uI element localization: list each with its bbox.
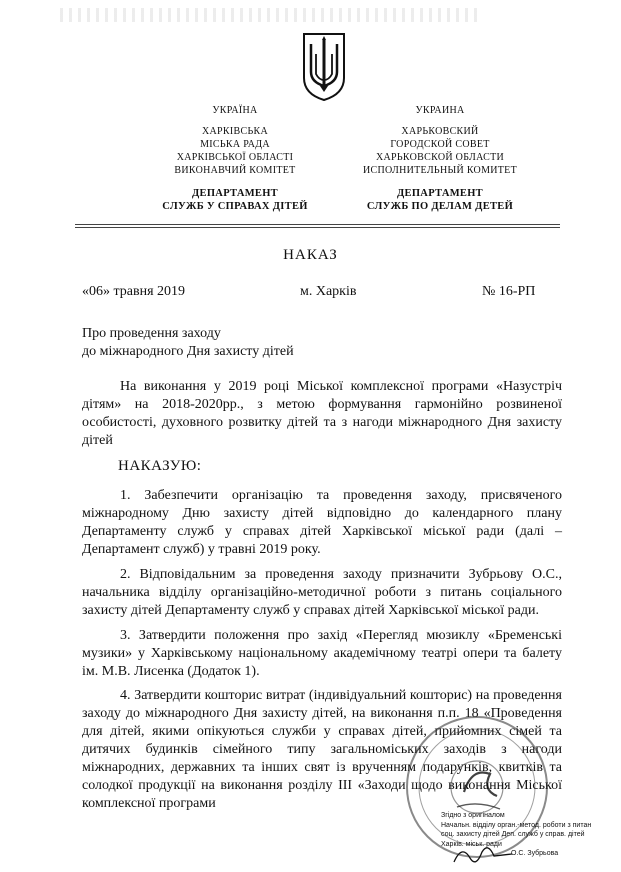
order-item-1: 1. Забезпечити організацію та проведення заходу, присвяченого міжнародному Дню захисту дітей відповідно до календарного плану Департаменту служб у справах дітей Харківської міської ради (далі – Департамент служб) у травні 2019 року.: [82, 488, 562, 557]
header-right-country: УКРАИНА: [415, 105, 465, 116]
order-date: «06» травня 2019: [82, 284, 186, 299]
subject-line: Про проведення заходу: [82, 326, 221, 341]
header-right-org-line: ГОРОДСКОЙ СОВЕТ: [390, 139, 490, 150]
scan-noise: [60, 8, 480, 22]
header-rule: [75, 224, 560, 225]
header-left-dept-line: СЛУЖБ У СПРАВАХ ДІТЕЙ: [162, 201, 308, 212]
order-number: № 16-РП: [482, 284, 536, 299]
order-subject: [82, 325, 294, 361]
order-city: м. Харків: [300, 284, 357, 299]
header-left-org-line: ХАРКІВСЬКОЇ ОБЛАСТІ: [176, 152, 294, 163]
header-left-org: [130, 125, 340, 177]
endorsement-line: Харків. міськ. ради: [441, 840, 502, 848]
header-left-country: УКРАЇНА: [212, 105, 258, 116]
header-left-org-line: МІСЬКА РАДА: [200, 139, 270, 150]
endorsement-line: Згідно з оригіналом: [441, 812, 505, 819]
header-right-dept-line: ДЕПАРТАМЕНТ: [397, 188, 483, 199]
header-right-org: [340, 125, 540, 177]
handwritten-signature: [452, 842, 522, 868]
header-left-org-line: ХАРКІВСЬКА: [202, 126, 268, 137]
order-item-2: 2. Відповідальним за проведення заходу призначити Зубрьову О.С., начальника відділу організаційно-методичної роботи з питань соціального захисту дітей Департаменту служб у справах дітей Харківської міської ради.: [82, 567, 562, 618]
coat-of-arms-icon: [301, 32, 347, 102]
order-item-4: 4. Затвердити кошторис витрат (індивідуальний кошторис) на проведення заходу до міжнародного Дня захисту дітей, на виконання п.п. 18 «Проведення для дітей, якими опікуються служби у справах дітей, прийомних сімей та дитячих будинків сімейного типу загальноміських заходів з нагоди міжнародних, державних та інших свят із врученням подарунків, квитків та солодкої продукції на виконання розділу III «Заходи щодо виконання Міської комплексної програми: [82, 688, 562, 811]
header-left-org-line: ВИКОНАВЧИЙ КОМІТЕТ: [174, 165, 296, 176]
subject-line: до міжнародного Дня захисту дітей: [82, 344, 294, 359]
order-title: НАКАЗ: [283, 247, 338, 263]
order-item-3: 3. Затвердити положення про захід «Перегляд мюзиклу «Бременські музики» у Харківському національному академічному театрі опери та балету ім. М.В. Лисенка (Додаток 1).: [82, 628, 562, 679]
header-right-org-line: ХАРЬКОВСКИЙ: [401, 126, 479, 137]
endorsement-line: Начальн. відділу орган.-метод. роботи з питан: [441, 821, 592, 829]
header-right-org-line: ИСПОЛНИТЕЛЬНЫЙ КОМИТЕТ: [362, 165, 518, 176]
header-left-dept: [130, 187, 340, 213]
header-right-org-line: ХАРЬКОВСКОЙ ОБЛАСТИ: [375, 152, 504, 163]
order-directive-heading: НАКАЗУЮ:: [118, 458, 202, 474]
header-left-dept-line: ДЕПАРТАМЕНТ: [192, 188, 278, 199]
header-rule-thin: [75, 227, 560, 228]
endorsement-line: соц. захисту дітей Деп. служб у справ. дітей: [441, 831, 585, 838]
header-right-dept-line: СЛУЖБ ПО ДЕЛАМ ДЕТЕЙ: [366, 201, 514, 212]
preamble-paragraph: На виконання у 2019 році Міської комплексної програми «Назустріч дітям» на 2018-2020рр., з метою формування гармонійно розвиненої особистості, духовного розвитку дітей та з нагоди міжнародного Дня захисту дітей: [82, 379, 562, 448]
header-right-dept: [340, 187, 540, 213]
endorsement-name: О.С. Зубрьова: [511, 850, 559, 857]
